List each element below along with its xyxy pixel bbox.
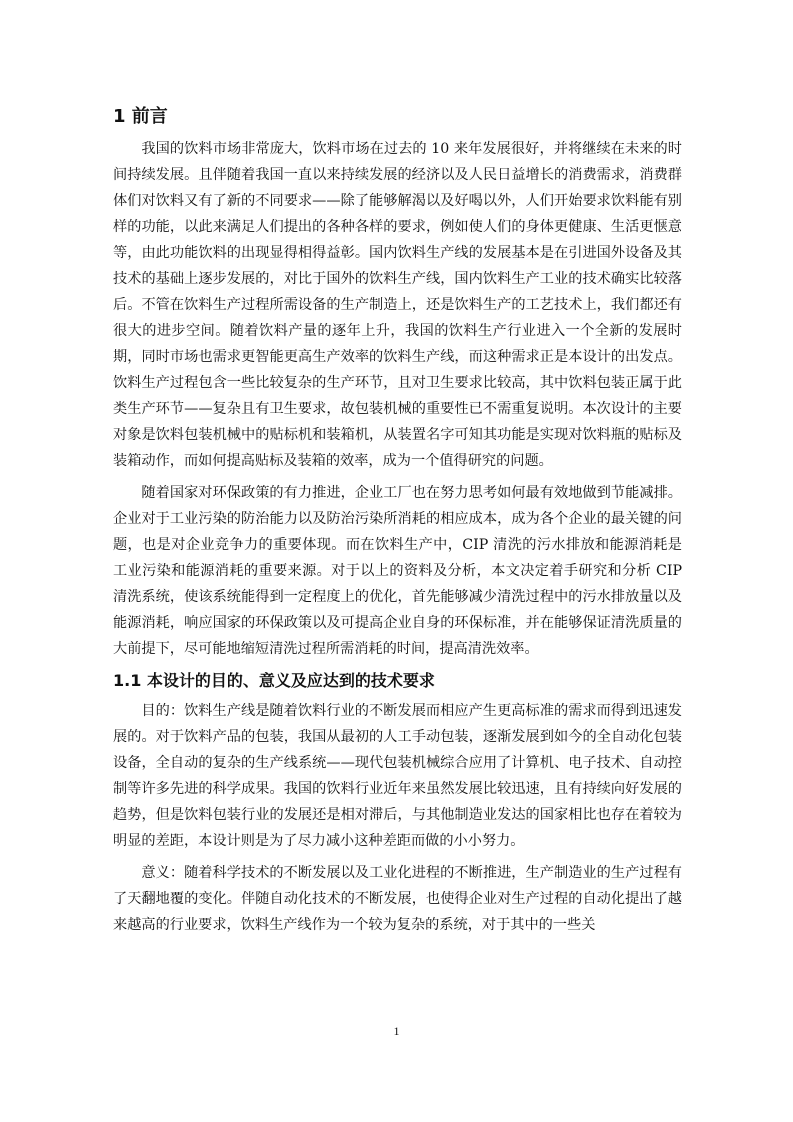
page-number: 1 — [393, 1024, 400, 1038]
section-heading-1: 1 前言 — [113, 106, 168, 127]
page-content — [113, 104, 682, 944]
paragraph-purpose: 目的：饮料生产线是随着饮料行业的不断发展而相应产生更高标准的需求而得到迅速发展的。对于饮料产品的包装，我国从最初的人工手动包装，逐渐发展到如今的全自动化包装设备，全自动的复杂的生产线系统——现代包装机械综合应用了计算机、电子技术、自动控制等许多先进的科学成果。我国的饮料行业近年来虽然发展比较迅速，且有持续向好发展的趋势，但是饮料包装行业的发展还是相对滞后，与其他制造业发达的国家相比也存在着较为明显的差距，本设计则是为了尽力减小这种差距而做的小小努力。 — [113, 703, 682, 849]
paragraph-intro-2: 随着国家对环保政策的有力推进，企业工厂也在努力思考如何最有效地做到节能减排。企业对于工业污染的防治能力以及防治污染所消耗的相应成本，成为各个企业的最关键的问题，也是对企业竞争力的重要体现。而在饮料生产中，CIP 清洗的污水排放和能源消耗是工业污染和能源消耗的重要来源。对于以上的资料及分析，本文决定着手研究和分析 CIP 清洗系统，使该系统能得到一定程度上的优化，首先能够减少清洗过程中的污水排放量以及能源消耗，响应国家的环保政策以及可提高企业自身的环保标准，并在能够保证清洗质量的大前提下，尽可能地缩短清洗过程所需消耗的时间，提高清洗效率。 — [113, 485, 682, 657]
paragraph-intro-1: 我国的饮料市场非常庞大，饮料市场在过去的 10 来年发展很好，并将继续在未来的时间持续发展。且伴随着我国一直以来持续发展的经济以及人民日益增长的消费需求，消费群体们对饮料又有了新的不同要求——除了能够解渴以及好喝以外，人们开始要求饮料能有别样的功能，以此来满足人们提出的各种各样的要求，例如使人们的身体更健康、生活更惬意等，由此功能饮料的出现显得相得益彰。国内饮料生产线的发展基本是在引进国外设备及其技术的基础上逐步发展的，对比于国外的饮料生产线，国内饮料生产工业的技术确实比较落后。不管在饮料生产过程所需设备的生产制造上，还是饮料生产的工艺技术上，我们都还有很大的进步空间。随着饮料产量的逐年上升，我国的饮料生产行业进入一个全新的发展时期，同时市场也需求更智能更高生产效率的饮料生产线，而这种需求正是本设计的出发点。饮料生产过程包含一些比较复杂的生产环节，且对卫生要求比较高，其中饮料包装正属于此类生产环节——复杂且有卫生要求，故包装机械的重要性已不需重复说明。本次设计的主要对象是饮料包装机械中的贴标机和装箱机，从装置名字可知其功能是实现对饮料瓶的贴标及装箱动作，而如何提高贴标及装箱的效率，成为一个值得研究的问题。 — [113, 141, 682, 469]
paragraph-significance: 意义：随着科学技术的不断发展以及工业化进程的不断推进，生产制造业的生产过程有了天翻地覆的变化。伴随自动化技术的不断发展，也使得企业对生产过程的自动化提出了越来越高的行业要求，饮料生产线作为一个较为复杂的系统，对于其中的一些关 — [113, 865, 682, 933]
section-heading-1-1: 1.1 本设计的目的、意义及应达到的技术要求 — [113, 671, 435, 690]
